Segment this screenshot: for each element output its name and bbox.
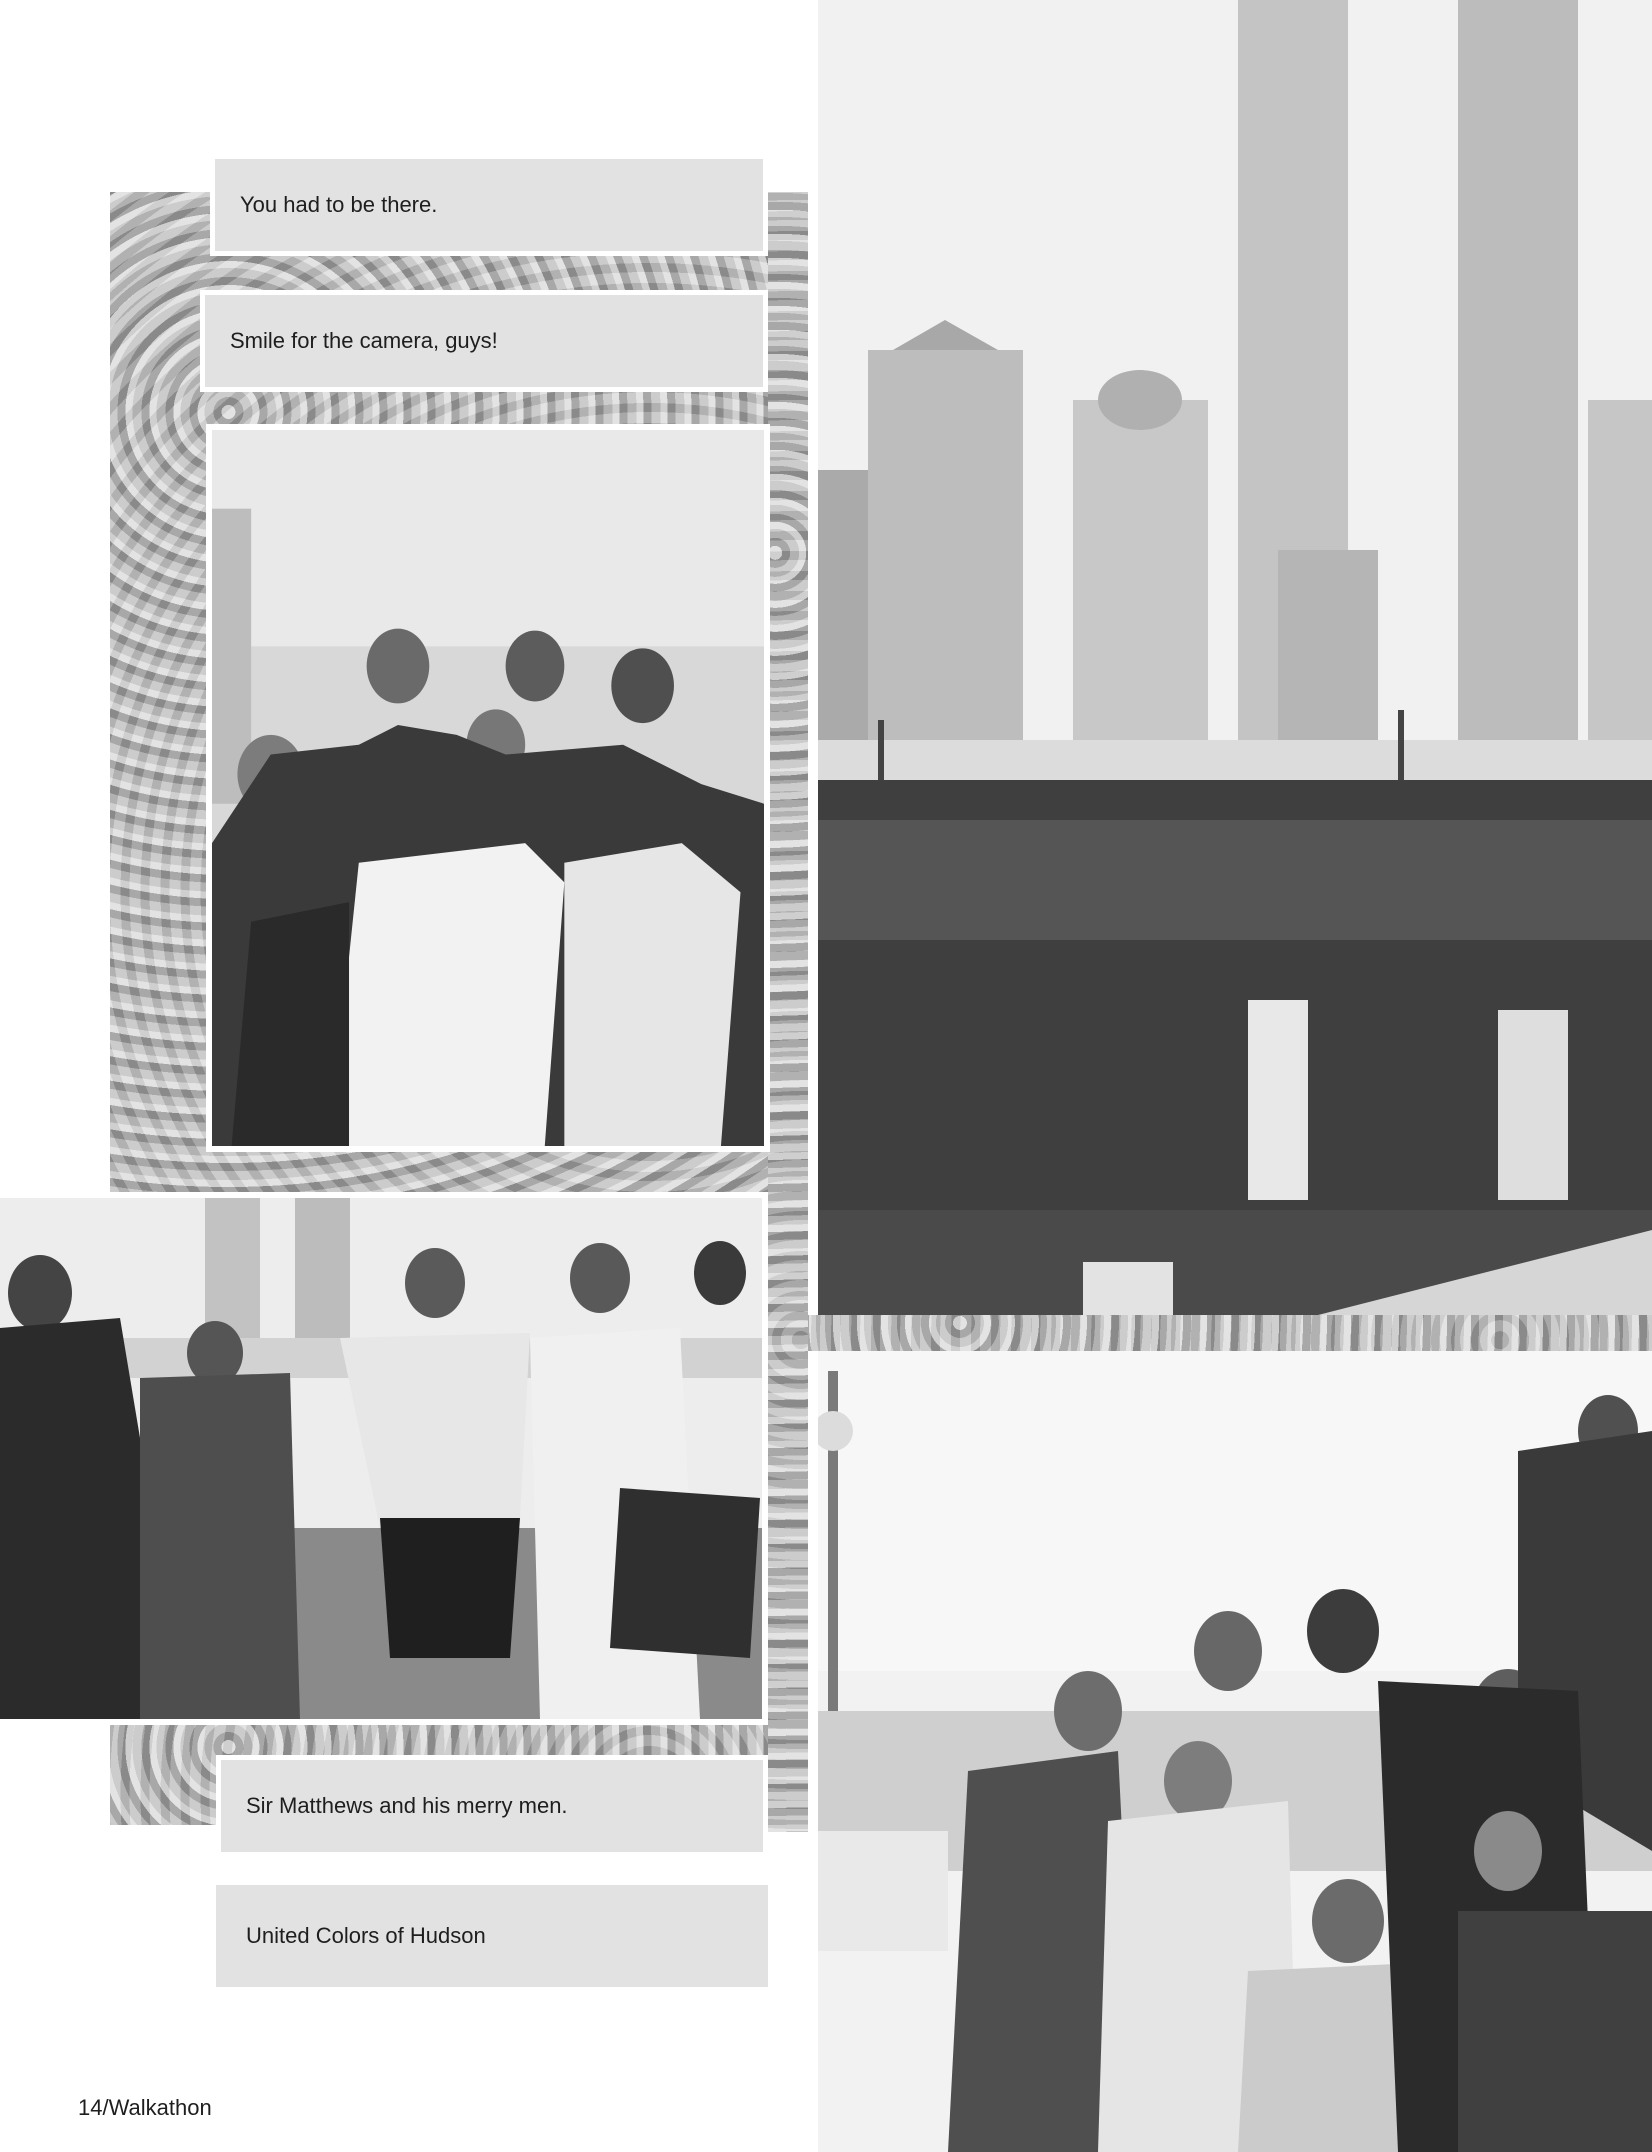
marble-band-horizontal (808, 1315, 1652, 1351)
photo-merry-men (0, 1192, 768, 1725)
photo-skyline-crowd (818, 0, 1652, 1315)
caption-you-had-to-be-there (210, 154, 768, 256)
photo-smiling-group (206, 424, 770, 1152)
caption-text: Sir Matthews and his merry men. (246, 1793, 568, 1818)
marble-band-middle (768, 192, 808, 1832)
page-label-text: 14/Walkathon (78, 2095, 212, 2120)
caption-text: You had to be there. (240, 192, 438, 217)
caption-united-colors (216, 1885, 768, 1987)
caption-text: Smile for the camera, guys! (230, 328, 498, 353)
caption-sir-matthews (216, 1755, 768, 1857)
caption-smile-for-the-camera (200, 290, 768, 392)
page-label (78, 2095, 212, 2121)
caption-text: United Colors of Hudson (246, 1923, 486, 1948)
photo-united-colors (818, 1351, 1652, 2152)
